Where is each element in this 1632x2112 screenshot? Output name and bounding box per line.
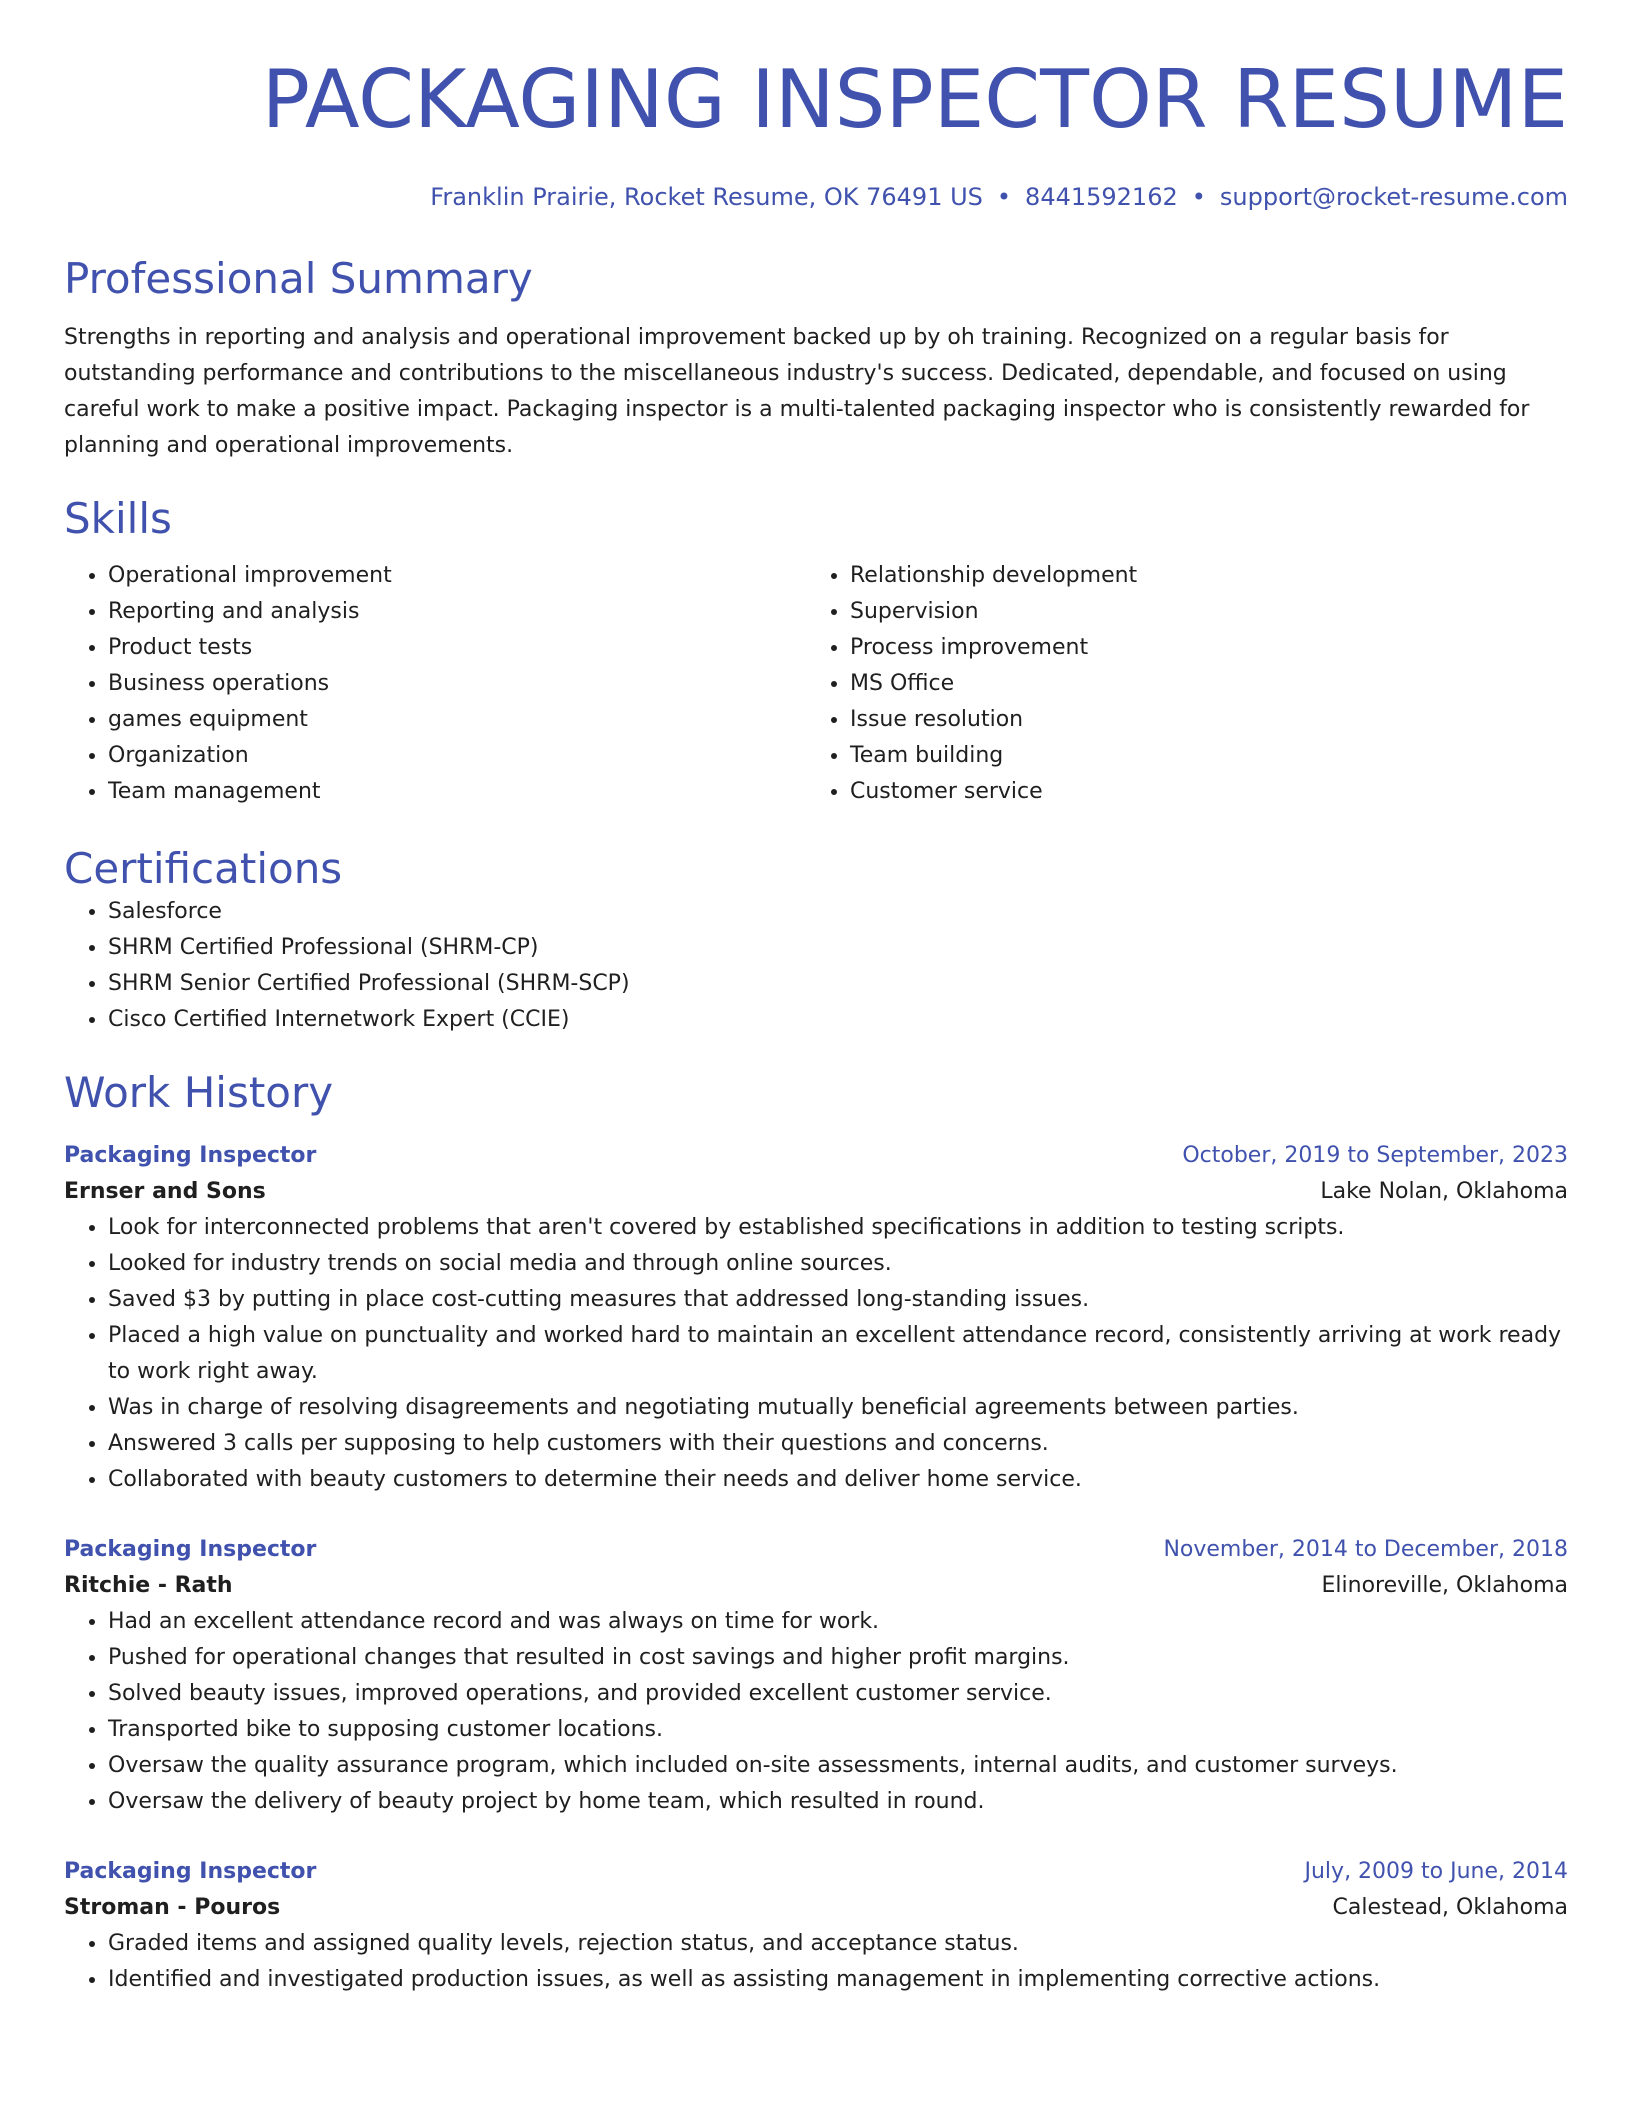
job-company: Ernser and Sons <box>64 1179 266 1204</box>
job-company-row <box>64 1568 1568 1604</box>
job-title-row <box>64 1854 1568 1890</box>
resume-page <box>64 0 1568 1998</box>
job-bullet: • Oversaw the delivery of beauty project by home team, which resulted in round. <box>108 1784 1568 1820</box>
job-bullets <box>64 1210 1568 1498</box>
job-bullet: • Had an excellent attendance record and was always on time for work. <box>108 1604 1568 1640</box>
skill-item: • Relationship development <box>850 558 1548 594</box>
job-dates: November, 2014 to December, 2018 <box>1163 1537 1568 1562</box>
job-bullet: • Identified and investigated production issues, as well as assisting management in implementing corrective actions. <box>108 1962 1568 1998</box>
contact-phone[interactable]: 8441592162 <box>1025 183 1178 211</box>
skill-item: • Organization <box>108 738 806 774</box>
job-bullet: • Saved $3 by putting in place cost-cutting measures that addressed long-standing issues. <box>108 1282 1568 1318</box>
skills-grid <box>64 558 1568 810</box>
skill-item: • Reporting and analysis <box>108 594 806 630</box>
job-bullet: • Transported bike to supposing customer locations. <box>108 1712 1568 1748</box>
job-dates: July, 2009 to June, 2014 <box>1304 1859 1568 1884</box>
skill-item: • Team building <box>850 738 1548 774</box>
job-bullet: • Placed a high value on punctuality and worked hard to maintain an excellent attendance record, consistently arriving at work ready to work right away. <box>108 1318 1568 1390</box>
job-bullet: • Look for interconnected problems that aren't covered by established specifications in addition to testing scripts. <box>108 1210 1568 1246</box>
job-company: Ritchie - Rath <box>64 1573 233 1598</box>
job-entry <box>64 1138 1568 1498</box>
skill-item: • Team management <box>108 774 806 810</box>
job-bullet: • Pushed for operational changes that resulted in cost savings and higher profit margins. <box>108 1640 1568 1676</box>
job-entry <box>64 1854 1568 1998</box>
certification-item: • Cisco Certified Internetwork Expert (CCIE) <box>108 1002 1568 1038</box>
skill-item: • Product tests <box>108 630 806 666</box>
job-location: Elinoreville, Oklahoma <box>1321 1573 1568 1598</box>
job-title-row <box>64 1138 1568 1174</box>
resume-title: PACKAGING INSPECTOR RESUME <box>261 53 1568 146</box>
skill-item: • MS Office <box>850 666 1548 702</box>
job-bullets <box>64 1604 1568 1820</box>
job-bullet: • Collaborated with beauty customers to determine their needs and deliver home service. <box>108 1462 1568 1498</box>
job-location: Lake Nolan, Oklahoma <box>1320 1179 1568 1204</box>
summary-text: Strengths in reporting and analysis and operational improvement backed up by oh training. Recognized on a regular basis for outstanding performance and contributions to the miscellaneous industry's success. Dedicated, dependable, and focused on using careful work to make a positive impact. Packaging inspector is a multi-talented packaging inspector who is consistently rewarded for planning and operational improvements. <box>64 325 1530 458</box>
job-company-row <box>64 1174 1568 1210</box>
job-location: Calestead, Oklahoma <box>1332 1895 1568 1920</box>
work-history-heading: Work History <box>64 1068 334 1117</box>
certifications-heading: Certifications <box>64 844 343 893</box>
job-dates: October, 2019 to September, 2023 <box>1182 1143 1568 1168</box>
job-entry <box>64 1532 1568 1820</box>
contact-email[interactable]: support@rocket-resume.com <box>1219 183 1568 211</box>
job-company: Stroman - Pouros <box>64 1895 281 1920</box>
skill-item: • Issue resolution <box>850 702 1548 738</box>
job-title: Packaging Inspector <box>64 1143 317 1168</box>
skill-item: • Process improvement <box>850 630 1548 666</box>
certification-item: • Salesforce <box>108 894 1568 930</box>
job-bullet: • Looked for industry trends on social media and through online sources. <box>108 1246 1568 1282</box>
skills-list-left <box>64 558 806 810</box>
job-title-row <box>64 1532 1568 1568</box>
contact-separator: • <box>996 183 1012 211</box>
job-company-row <box>64 1890 1568 1926</box>
contact-line <box>64 182 1568 212</box>
skills-column-right <box>806 558 1548 810</box>
skill-item: • Business operations <box>108 666 806 702</box>
skills-column-left <box>64 558 806 810</box>
skills-list-right <box>806 558 1548 810</box>
contact-separator: • <box>1191 183 1206 211</box>
certifications-list <box>64 894 1568 1038</box>
certification-item: • SHRM Certified Professional (SHRM-CP) <box>108 930 1568 966</box>
skill-item: • Supervision <box>850 594 1548 630</box>
job-bullet: • Was in charge of resolving disagreements and negotiating mutually beneficial agreements between parties. <box>108 1390 1568 1426</box>
summary-heading: Professional Summary <box>64 254 533 303</box>
skill-item: • games equipment <box>108 702 806 738</box>
skill-item: • Customer service <box>850 774 1548 810</box>
job-title: Packaging Inspector <box>64 1537 317 1562</box>
job-bullet: • Graded items and assigned quality levels, rejection status, and acceptance status. <box>108 1926 1568 1962</box>
skills-heading: Skills <box>64 494 172 543</box>
job-bullets <box>64 1926 1568 1998</box>
contact-address: Franklin Prairie, Rocket Resume, OK 76491 US <box>430 183 983 211</box>
job-bullet: • Answered 3 calls per supposing to help customers with their questions and concerns. <box>108 1426 1568 1462</box>
job-title: Packaging Inspector <box>64 1859 317 1884</box>
skill-item: • Operational improvement <box>108 558 806 594</box>
job-bullet: • Solved beauty issues, improved operations, and provided excellent customer service. <box>108 1676 1568 1712</box>
job-bullet: • Oversaw the quality assurance program, which included on-site assessments, internal audits, and customer surveys. <box>108 1748 1568 1784</box>
certification-item: • SHRM Senior Certified Professional (SHRM-SCP) <box>108 966 1568 1002</box>
